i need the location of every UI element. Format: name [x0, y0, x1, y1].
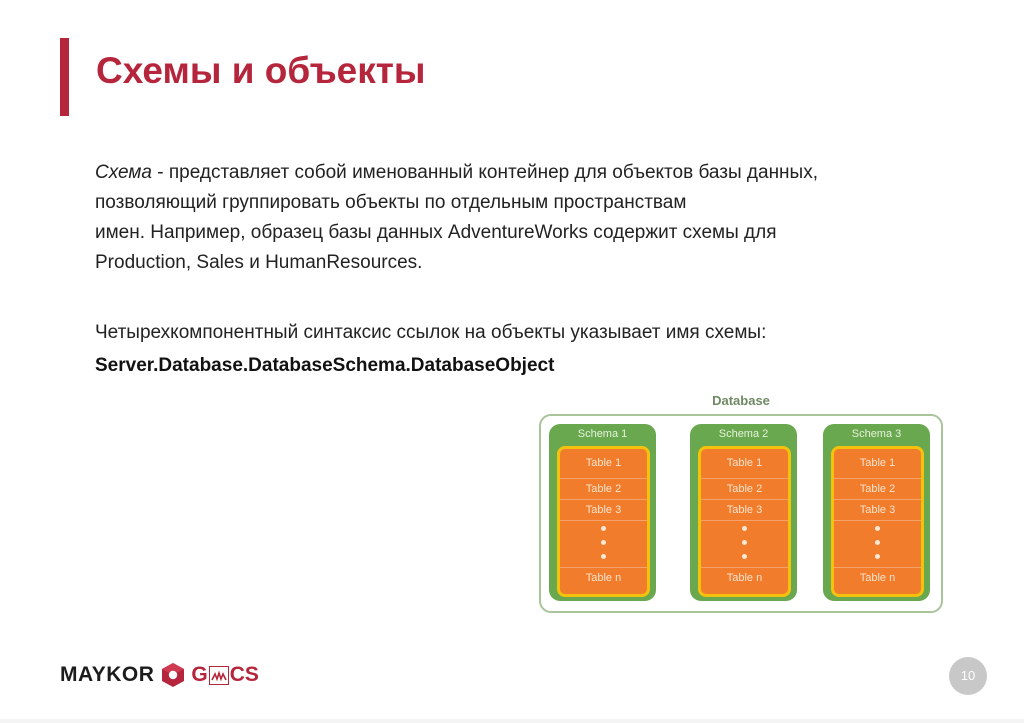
- ellipsis-dot: [601, 554, 606, 559]
- divider: [701, 567, 788, 568]
- tables-container: [557, 446, 650, 597]
- divider: [834, 499, 921, 500]
- ellipsis-dot: [875, 554, 880, 559]
- page-number-badge: 10: [949, 657, 987, 695]
- logo-maykor-text: MAYKOR: [60, 663, 155, 686]
- schema-label: Schema 1: [577, 428, 628, 440]
- tables-container: [698, 446, 791, 597]
- divider: [560, 567, 647, 568]
- schema-box-2: [690, 424, 797, 601]
- syntax-example: Server.Database.DatabaseSchema.DatabaseObject: [95, 355, 555, 376]
- divider: [701, 499, 788, 500]
- slide-title: Схемы и объекты: [96, 50, 426, 91]
- table-item: Table 2: [859, 483, 896, 495]
- definition-line-1: [95, 158, 975, 188]
- divider: [701, 478, 788, 479]
- logo-cs: CS: [229, 663, 259, 686]
- definition-paragraph: [95, 158, 975, 278]
- table-item: Table n: [859, 572, 896, 584]
- ellipsis-dot: [742, 554, 747, 559]
- syntax-description: Четырехкомпонентный синтаксис ссылок на объекты указывает имя схемы:: [95, 322, 767, 343]
- ellipsis-dot: [601, 540, 606, 545]
- definition-line-2: позволяющий группировать объекты по отдельным пространствам: [95, 192, 687, 213]
- definition-line-4: Production, Sales и HumanResources.: [95, 252, 423, 273]
- ellipsis-dot: [742, 540, 747, 545]
- table-item: Table n: [585, 572, 622, 584]
- database-diagram: [537, 390, 945, 612]
- table-item: Table n: [726, 572, 763, 584]
- bottom-strip: [0, 719, 1024, 723]
- divider: [701, 520, 788, 521]
- database-label: Database: [712, 393, 770, 408]
- logo-m-icon: [209, 666, 229, 685]
- table-item: Table 1: [859, 457, 896, 469]
- logo-g: G: [191, 663, 208, 686]
- hexagon-logo-icon: [161, 662, 185, 688]
- company-logo: [60, 660, 259, 690]
- divider: [834, 567, 921, 568]
- schema-box-3: [823, 424, 930, 601]
- ellipsis-dot: [875, 540, 880, 545]
- term-schema: Схема: [95, 162, 152, 183]
- table-item: Table 1: [726, 457, 763, 469]
- table-item: Table 3: [585, 504, 622, 516]
- table-item: Table 3: [859, 504, 896, 516]
- tables-container: [831, 446, 924, 597]
- schema-label: Schema 3: [851, 428, 902, 440]
- definition-line-3: имен. Например, образец базы данных AdventureWorks содержит схемы для: [95, 222, 777, 243]
- definition-line-1-text: - представляет собой именованный контейнер для объектов базы данных,: [151, 162, 818, 183]
- divider: [560, 520, 647, 521]
- ellipsis-dot: [742, 526, 747, 531]
- divider: [834, 520, 921, 521]
- divider: [560, 499, 647, 500]
- divider: [560, 478, 647, 479]
- divider: [834, 478, 921, 479]
- title-accent-bar: [60, 38, 69, 116]
- ellipsis-dot: [875, 526, 880, 531]
- table-item: Table 1: [585, 457, 622, 469]
- logo-gms-text: [191, 663, 259, 687]
- schema-box-1: [549, 424, 656, 601]
- ellipsis-dot: [601, 526, 606, 531]
- table-item: Table 2: [726, 483, 763, 495]
- schema-label: Schema 2: [718, 428, 769, 440]
- table-item: Table 3: [726, 504, 763, 516]
- table-item: Table 2: [585, 483, 622, 495]
